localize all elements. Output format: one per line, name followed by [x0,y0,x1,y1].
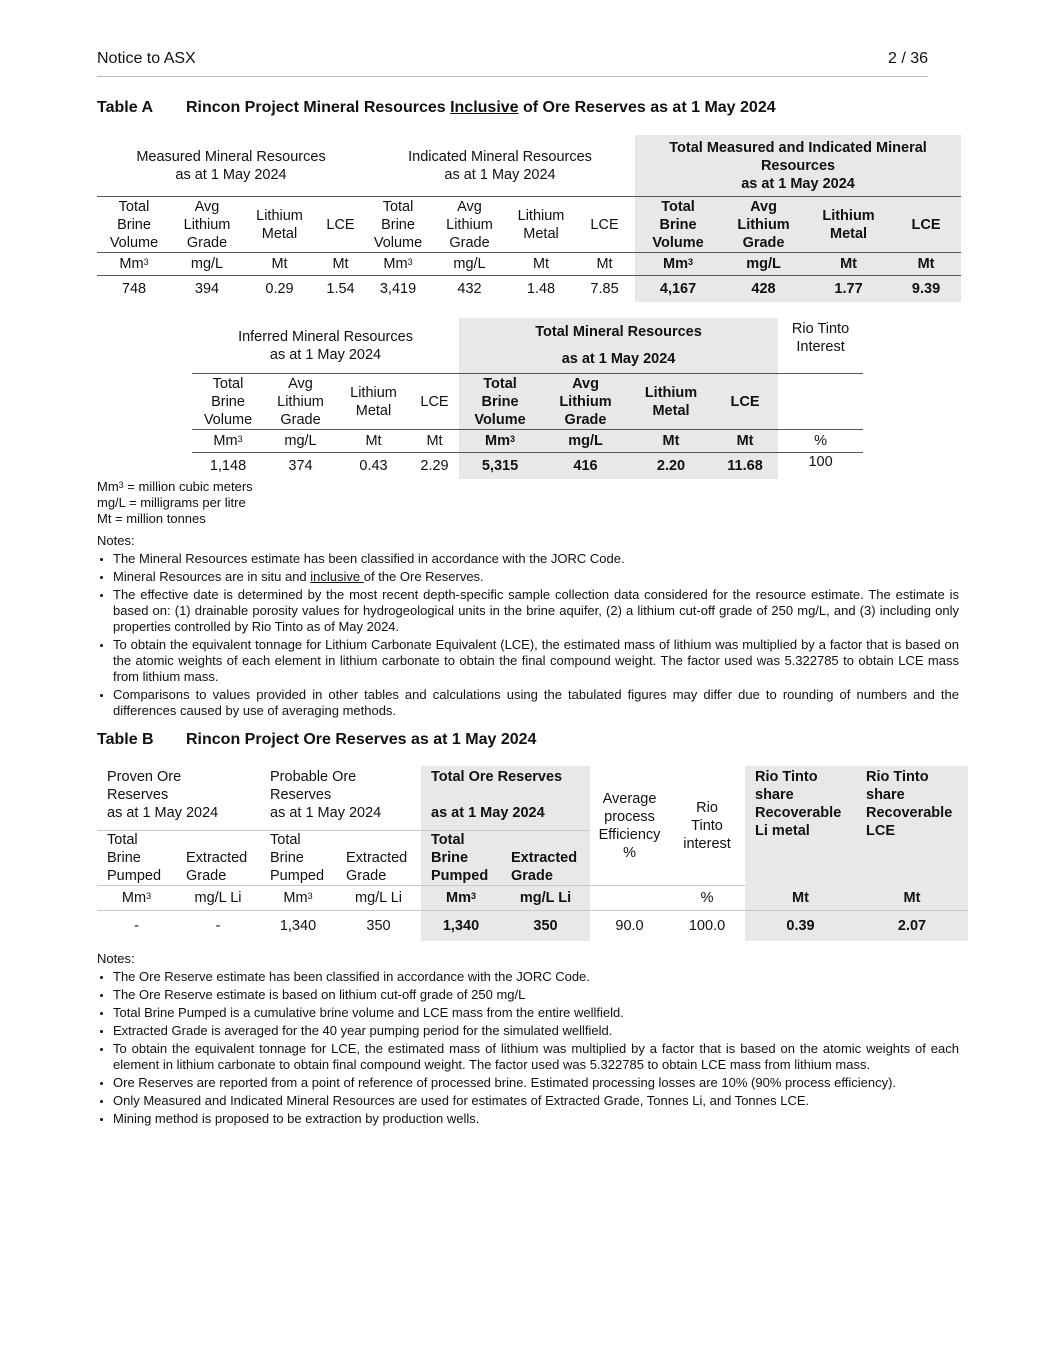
unit-cell: Mm$^3$ [260,886,336,911]
table-a-notes [97,533,959,721]
column-header: Total Brine Volume [192,374,264,430]
unit-cell: Mt [891,253,961,276]
column-header: Avg Lithium Grade [431,197,508,253]
note-item: • Ore Reserves are reported from a point of reference of processed brine. Estimated processing losses are 10% (90% process efficiency). [113,1075,959,1091]
total-mi-group-header: Total Measured and Indicated Mineral Resources as at 1 May 2024 [635,135,961,197]
table-a-top-units-row [97,253,961,276]
column-header: LCE [891,197,961,253]
column-header: Total Brine Volume [97,197,171,253]
table-b-units-row [97,886,968,911]
column-header: Total Brine Pumped [421,831,501,886]
table-a-bottom-units-row [192,430,863,453]
abbreviations-legend [97,479,253,527]
page-number: 2 / 36 [887,50,928,67]
note-item: • The Ore Reserve estimate is based on lithium cut-off grade of 250 mg/L [113,987,959,1003]
unit-cell: Mt [410,430,459,453]
unit-cell: Mt [745,886,856,911]
unit-cell: Mm$^3$ [421,886,501,911]
value-cell: 90.0 [590,911,669,942]
table-a-bottom-column-headers [192,374,863,430]
value-cell: 1,340 [260,911,336,942]
column-header: Total Brine Volume [459,374,541,430]
value-cell: 350 [336,911,421,942]
table-a-top-column-headers [97,197,961,253]
column-header: LCE [574,197,635,253]
unit-cell [590,886,669,911]
value-cell: 0.39 [745,911,856,942]
value-cell: 4,167 [635,276,721,303]
value-cell: 0.43 [359,458,388,474]
column-header: Total Brine Pumped [97,831,176,886]
value-cell: 100 [808,454,833,470]
value-cell: 11.68 [712,453,778,480]
column-header: Total Brine Volume [635,197,721,253]
unit-cell: mg/L Li [176,886,260,911]
unit-cell: Mt [508,253,574,276]
value-cell: 394 [194,281,220,297]
value-cell: 748 [121,281,147,297]
note-item: • To obtain the equivalent tonnage for LCE, the estimated mass of lithium was multiplied by a factor that is based on the atomic weights of each element in lithium carbonate to obtain final compound weight. The factor used was 5.322785 to obtain LCE mass from lithium mass. [113,1041,959,1073]
column-header: LCE [316,197,365,253]
unit-cell: Mm$^3$ [97,253,171,276]
unit-cell: Mm$^3$ [365,253,431,276]
total-mr-group-header: Total Mineral Resources as at 1 May 2024 [459,318,778,374]
unit-cell: Mm$^3$ [635,253,721,276]
unit-cell: mg/L [431,253,508,276]
value-cell: 2.20 [630,453,712,480]
table-b-title-text: Rincon Project Ore Reserves as at 1 May 2024 [186,731,537,748]
value-cell: 5,315 [459,453,541,480]
value-cell: 100.0 [669,911,745,942]
table-a-top-values-row [97,276,961,303]
note-item: • Mining method is proposed to be extraction by production wells. [113,1111,959,1127]
unit-cell: Mt [337,430,410,453]
column-header: Extracted Grade [501,831,590,886]
table-a-title [97,99,776,117]
column-header: Extracted Grade [176,831,260,886]
table-b-title [97,731,536,749]
table-a-title-underlined: Inclusive [450,99,519,116]
note-item: • To obtain the equivalent tonnage for Lithium Carbonate Equivalent (LCE), the estimated mass of lithium was multiplied by a factor that is based on the atomic weights of each element in lithium carbonate to obtain the final compound weight. The factor used was 5.322785 to obtain LCE mass from lithium mass. [113,637,959,685]
note-item: • Mineral Resources are in situ and inclusive of the Ore Reserves. [113,569,959,585]
value-cell: 0.29 [265,281,294,297]
probable-group-header: Probable Ore Reserves as at 1 May 2024 [270,769,382,821]
measured-group-header: Measured Mineral Resources as at 1 May 2024 [136,148,326,183]
value-cell: 428 [721,276,806,303]
unit-cell: Mm$^3$ [97,886,176,911]
unit-cell: Mt [806,253,891,276]
value-cell: 374 [288,458,313,474]
table-a-bottom-values-row [192,453,863,480]
unit-cell: Mt [856,886,968,911]
value-cell: 9.39 [891,276,961,303]
value-cell: 7.85 [590,281,619,297]
value-cell: 2.07 [856,911,968,942]
column-header: Avg Lithium Grade [171,197,243,253]
column-header: Avg Lithium Grade [264,374,337,430]
unit-cell: Mt [712,430,778,453]
unit-cell: % [778,430,863,453]
total-ore-group-header: Total Ore Reserves as at 1 May 2024 [421,766,590,831]
unit-cell: mg/L [171,253,243,276]
table-a-label: Table A [97,99,154,116]
value-cell: - [97,911,176,942]
inferred-group-header: Inferred Mineral Resources as at 1 May 2024 [238,328,413,363]
unit-cell: mg/L Li [336,886,421,911]
note-item: • Total Brine Pumped is a cumulative brine volume and LCE mass from the entire wellfield. [113,1005,959,1021]
column-header: Lithium Metal [508,197,574,253]
abbreviation-item: Mt = million tonnes [97,511,206,526]
table-a-inferred-resources [192,318,863,479]
table-b-values-row [97,911,968,942]
value-cell: 1,340 [421,911,501,942]
unit-cell: Mm$^3$ [459,430,541,453]
column-header: Lithium Metal [806,197,891,253]
table-b-label: Table B [97,731,154,748]
column-header: Avg Lithium Grade [721,197,806,253]
unit-cell: mg/L Li [501,886,590,911]
interest-group-header: Rio Tinto Interest [791,321,850,355]
note-item: • Only Measured and Indicated Mineral Resources are used for estimates of Extracted Grade, Tonnes Li, and Tonnes LCE. [113,1093,959,1109]
value-cell: 1.48 [526,281,556,297]
note-item: • Extracted Grade is averaged for the 40 year pumping period for the simulated wellfield. [113,1023,959,1039]
unit-cell: Mt [243,253,316,276]
table-a-title-post: of Ore Reserves as at 1 May 2024 [518,99,776,116]
note-item: • The Ore Reserve estimate has been classified in accordance with the JORC Code. [113,969,959,985]
column-header [778,374,863,430]
value-cell: 1.54 [326,281,355,297]
table-a-mi-resources [97,135,961,302]
column-header: Lithium Metal [337,374,410,430]
table-b-ore-reserves [97,766,968,941]
column-header: Total Brine Volume [365,197,431,253]
li-metal-header: Rio Tinto share Recoverable Li metal [745,766,856,886]
document-header-title: Notice to ASX [97,50,196,67]
indicated-group-header: Indicated Mineral Resources as at 1 May 2024 [408,148,592,183]
lce-header: Rio Tinto share Recoverable LCE [856,766,968,886]
unit-cell: mg/L [721,253,806,276]
column-header: Lithium Metal [243,197,316,253]
unit-cell: mg/L [541,430,630,453]
value-cell: 350 [501,911,590,942]
note-item: • The Mineral Resources estimate has been classified in accordance with the JORC Code. [113,551,959,567]
value-cell: 2.29 [420,458,449,474]
value-cell: 416 [541,453,630,480]
table-a-title-pre: Rincon Project Mineral Resources [186,99,451,116]
value-cell: 3,419 [379,281,417,297]
unit-cell: Mt [630,430,712,453]
notes-heading: Notes: [97,533,135,548]
column-header: Total Brine Pumped [260,831,336,886]
unit-cell: Mm$^3$ [192,430,264,453]
column-header: Lithium Metal [630,374,712,430]
value-cell: 1.77 [806,276,891,303]
column-header: Avg Lithium Grade [541,374,630,430]
column-header: LCE [712,374,778,430]
value-cell: - [176,911,260,942]
proven-group-header: Proven Ore Reserves as at 1 May 2024 [107,769,219,821]
abbreviation-item: mg/L = milligrams per litre [97,495,246,510]
unit-cell: Mt [574,253,635,276]
notes-heading: Notes: [97,951,135,966]
table-b-notes [97,951,959,1129]
unit-cell: mg/L [264,430,337,453]
abbreviation-item: $Mm^3$ = million cubic meters [97,479,253,494]
unit-cell: Mt [316,253,365,276]
column-header: LCE [410,374,459,430]
note-item: • Comparisons to values provided in other tables and calculations using the tabulated figures may differ due to rounding of numbers and the differences caused by use of averaging methods. [113,687,959,719]
value-cell: 1,148 [209,458,247,474]
unit-cell: % [669,886,745,911]
column-header: Extracted Grade [336,831,421,886]
interest-header: Rio Tinto interest [683,799,731,852]
header-divider [97,76,928,77]
value-cell: 432 [457,281,482,297]
note-item: • The effective date is determined by the most recent depth-specific sample collection data considered for the resource estimate. The estimate is based on: (1) drainable porosity values for hydrogeological units in the brine aquifer, (2) a lithium cut-off grade of 250 mg/L, and (3) including only properties controlled by Rio Tinto as of May 2024. [113,587,959,635]
efficiency-header: Average process Efficiency % [598,790,661,861]
